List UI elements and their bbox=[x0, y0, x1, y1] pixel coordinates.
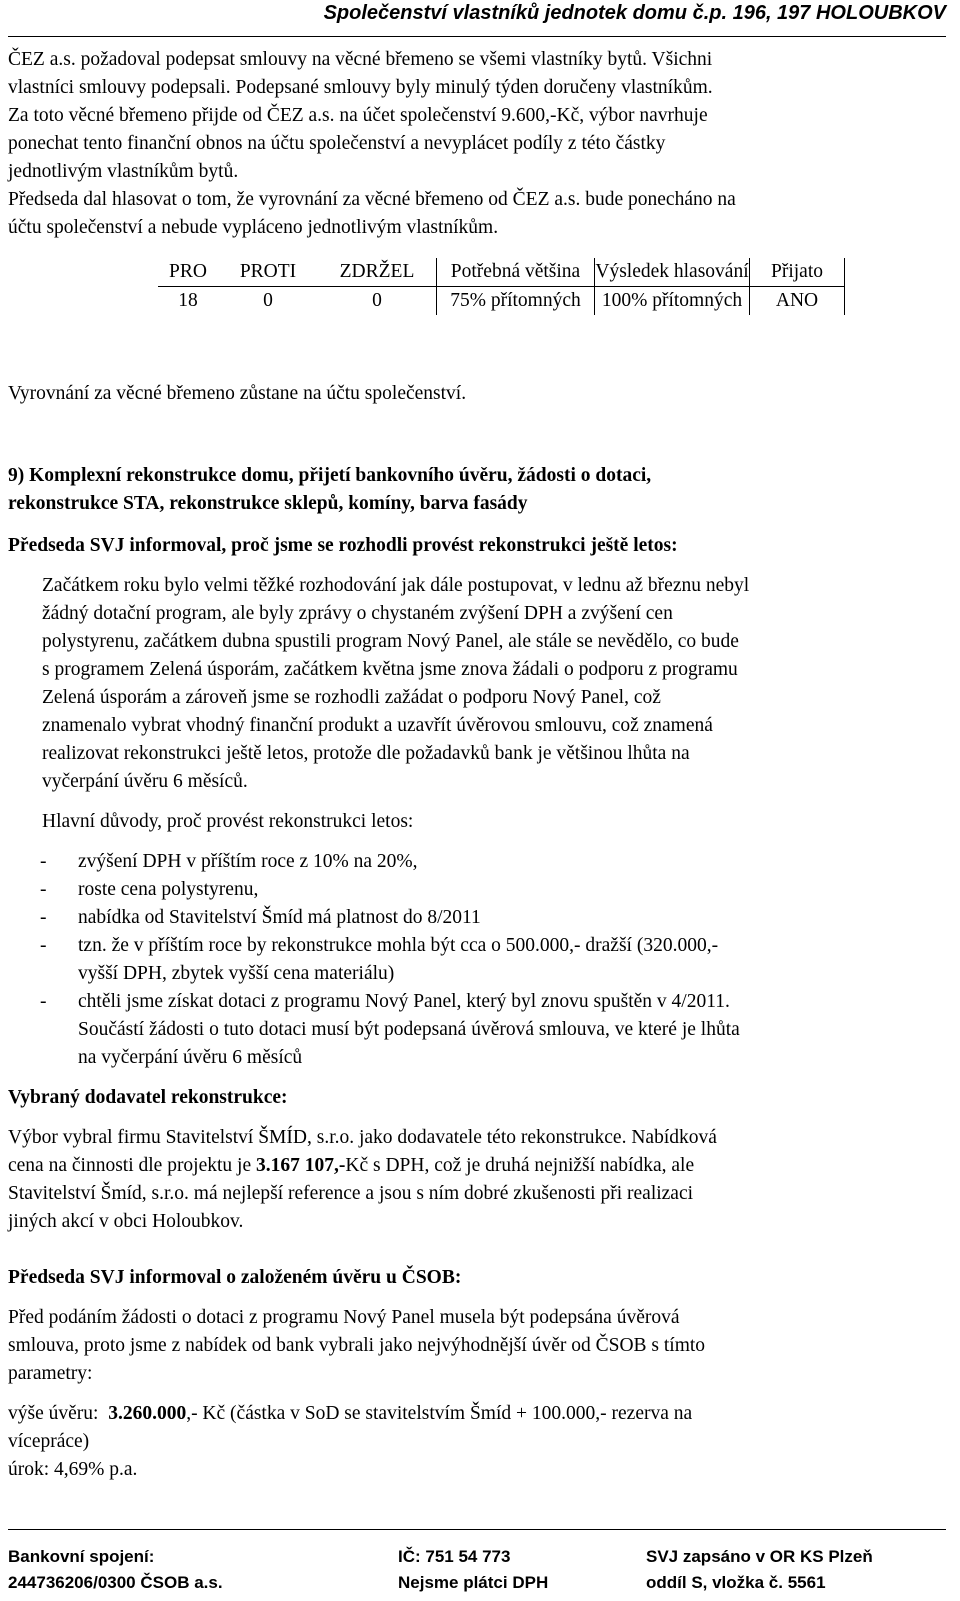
supplier-line: jiných akcí v obci Holoubkov. bbox=[8, 1211, 244, 1232]
list-bullet: - bbox=[40, 935, 47, 956]
vote-header-proti: PROTI bbox=[239, 261, 297, 282]
footer-ic: IČ: 751 54 773 bbox=[398, 1547, 511, 1566]
loan-amount-label: výše úvěru: bbox=[8, 1403, 109, 1424]
list-bullet: - bbox=[40, 991, 47, 1012]
section-9-line: polystyrenu, začátkem dubna spustili program Nový Panel, ale stále se nevědělo, co bude bbox=[42, 631, 739, 652]
section-9-title: 9) Komplexní rekonstrukce domu, přijetí bankovního úvěru, žádosti o dotaci, bbox=[8, 465, 652, 486]
loan-line: parametry: bbox=[8, 1363, 93, 1384]
list-bullet: - bbox=[40, 851, 47, 872]
loan-amount-value: 3.260.000 bbox=[108, 1403, 187, 1424]
intro-line: účtu společenství a nebude vypláceno jednotlivým vlastníkům. bbox=[8, 217, 499, 238]
vote-zdrzel: 0 bbox=[372, 290, 382, 311]
loan-title: Předseda SVJ informoval o založeném úvěru u ČSOB: bbox=[8, 1267, 462, 1288]
list-item: tzn. že v příštím roce by rekonstrukce mohla být cca o 500.000,- dražší (320.000,- bbox=[78, 935, 719, 956]
list-item: roste cena polystyrenu, bbox=[78, 879, 259, 900]
header-title: Společenství vlastníků jednotek domu č.p. 196, 197 HOLOUBKOV bbox=[323, 2, 946, 24]
vote-header-zdrzel: ZDRŽEL bbox=[339, 261, 415, 282]
section-9-subtitle: Předseda SVJ informoval, proč jsme se rozhodli provést rekonstrukci ještě letos: bbox=[8, 535, 678, 556]
list-item-continued: na vyčerpání úvěru 6 měsíců bbox=[78, 1047, 303, 1068]
vote-pro: 18 bbox=[178, 290, 198, 311]
section-9-line: realizovat rekonstrukci ještě letos, protože dle požadavků bank je většinou lhůta na bbox=[42, 743, 690, 764]
section-9-line: znamenalo vybrat vhodný finanční produkt a uzavřít úvěrovou smlouvu, což znamená bbox=[42, 715, 713, 736]
vote-header-pro: PRO bbox=[169, 261, 207, 282]
supplier-line: Výbor vybral firmu Stavitelství ŠMÍD, s.r.o. jako dodavatele této rekonstrukce. Nabídková bbox=[8, 1127, 717, 1148]
section-9-line: s programem Zelená úsporám, začátkem května jsme znova žádali o podporu z programu bbox=[42, 659, 738, 680]
supplier-line: Stavitelství Šmíd, s.r.o. má nejlepší reference a jsou s ním dobré zkušenosti při realizaci bbox=[8, 1183, 694, 1204]
intro-line: vlastníci smlouvy podepsali. Podepsané smlouvy byly minulý týden doručeny vlastníkům. bbox=[8, 77, 713, 98]
footer-bank-label: Bankovní spojení: bbox=[8, 1547, 155, 1566]
page-header bbox=[8, 0, 946, 37]
footer-vat: Nejsme plátci DPH bbox=[398, 1573, 549, 1592]
intro-line: ponechat tento finanční obnos na účtu společenství a nevyplácet podíly z této částky bbox=[8, 133, 666, 154]
footer-register-2: oddíl S, vložka č. 5561 bbox=[646, 1573, 826, 1592]
vote-row bbox=[158, 287, 845, 316]
supplier-text: Kč s DPH, což je druhá nejnižší nabídka, ale bbox=[345, 1155, 695, 1176]
list-item-continued: vyšší DPH, zbytek vyšší cena materiálu) bbox=[78, 963, 395, 984]
vote-header-accepted: Přijato bbox=[750, 258, 845, 287]
section-9-line: žádný dotační program, ale byly zprávy o chystaném zvýšení DPH a zvýšení cen bbox=[42, 603, 673, 624]
vote-majority: 75% přítomných bbox=[437, 287, 595, 316]
vote-header-majority: Potřebná většina bbox=[437, 258, 595, 287]
supplier-line bbox=[8, 1152, 694, 1180]
intro-line: jednotlivým vlastníkům bytů. bbox=[8, 161, 239, 182]
vote-result: 100% přítomných bbox=[601, 290, 743, 311]
list-bullet: - bbox=[40, 879, 47, 900]
vote-table bbox=[158, 258, 959, 384]
section-9-line: vyčerpání úvěru 6 měsíců. bbox=[42, 771, 248, 792]
loan-interest: úrok: 4,69% p.a. bbox=[8, 1459, 138, 1480]
loan-line: smlouva, proto jsme z nabídek od bank vybrali jako nejvýhodnější úvěr od ČSOB s tímto bbox=[8, 1335, 706, 1356]
supplier-price: 3.167 107,- bbox=[256, 1155, 346, 1176]
intro-line: Za toto věcné břemeno přijde od ČEZ a.s. na účet společenství 9.600,-Kč, výbor navrhuje bbox=[8, 105, 708, 126]
page-footer bbox=[8, 1529, 946, 1530]
section-9-title-2: rekonstrukce STA, rekonstrukce sklepů, komíny, barva fasády bbox=[8, 493, 528, 514]
loan-line: Před podáním žádosti o dotaci z programu Nový Panel musela být podepsána úvěrová bbox=[8, 1307, 680, 1328]
supplier-title: Vybraný dodavatel rekonstrukce: bbox=[8, 1087, 288, 1108]
list-item: nabídka od Stavitelství Šmíd má platnost do 8/2011 bbox=[78, 907, 481, 928]
loan-amount bbox=[8, 1400, 692, 1428]
list-bullet: - bbox=[40, 907, 47, 928]
vote-result-text: Vyrovnání za věcné břemeno zůstane na účtu společenství. bbox=[8, 383, 467, 404]
vote-accepted: ANO bbox=[750, 287, 845, 316]
supplier-text: cena na činnosti dle projektu je bbox=[8, 1155, 256, 1176]
intro-line: ČEZ a.s. požadoval podepsat smlouvy na věcné břemeno se všemi vlastníky bytů. Všichni bbox=[8, 49, 713, 70]
list-item-continued: Součástí žádosti o tuto dotaci musí být podepsaná úvěrová smlouva, ve které je lhůta bbox=[78, 1019, 740, 1040]
section-9-line: Začátkem roku bylo velmi těžké rozhodování jak dále postupovat, v lednu až březnu nebyl bbox=[42, 575, 750, 596]
footer-register: SVJ zapsáno v OR KS Plzeň bbox=[646, 1547, 873, 1566]
footer-bank-account: 244736206/0300 ČSOB a.s. bbox=[8, 1573, 223, 1592]
loan-amount-line2: vícepráce) bbox=[8, 1431, 90, 1452]
loan-amount-rest: ,- Kč (částka v SoD se stavitelstvím Šmíd + 100.000,- rezerva na bbox=[186, 1403, 693, 1424]
vote-proti: 0 bbox=[263, 290, 273, 311]
list-item: chtěli jsme získat dotaci z programu Nový Panel, který byl znovu spuštěn v 4/2011. bbox=[78, 991, 730, 1012]
section-9-line: Zelená úsporám a zároveň jsme se rozhodli zažádat o podporu Nový Panel, což bbox=[42, 687, 661, 708]
vote-header-result: Výsledek hlasování bbox=[595, 261, 749, 282]
intro-line: Předseda dal hlasovat o tom, že vyrovnání za věcné břemeno od ČEZ a.s. bude ponecháno na bbox=[8, 189, 736, 210]
list-item: zvýšení DPH v příštím roce z 10% na 20%, bbox=[78, 851, 418, 872]
reasons-title: Hlavní důvody, proč provést rekonstrukci letos: bbox=[42, 811, 414, 832]
vote-header-row bbox=[158, 258, 845, 287]
